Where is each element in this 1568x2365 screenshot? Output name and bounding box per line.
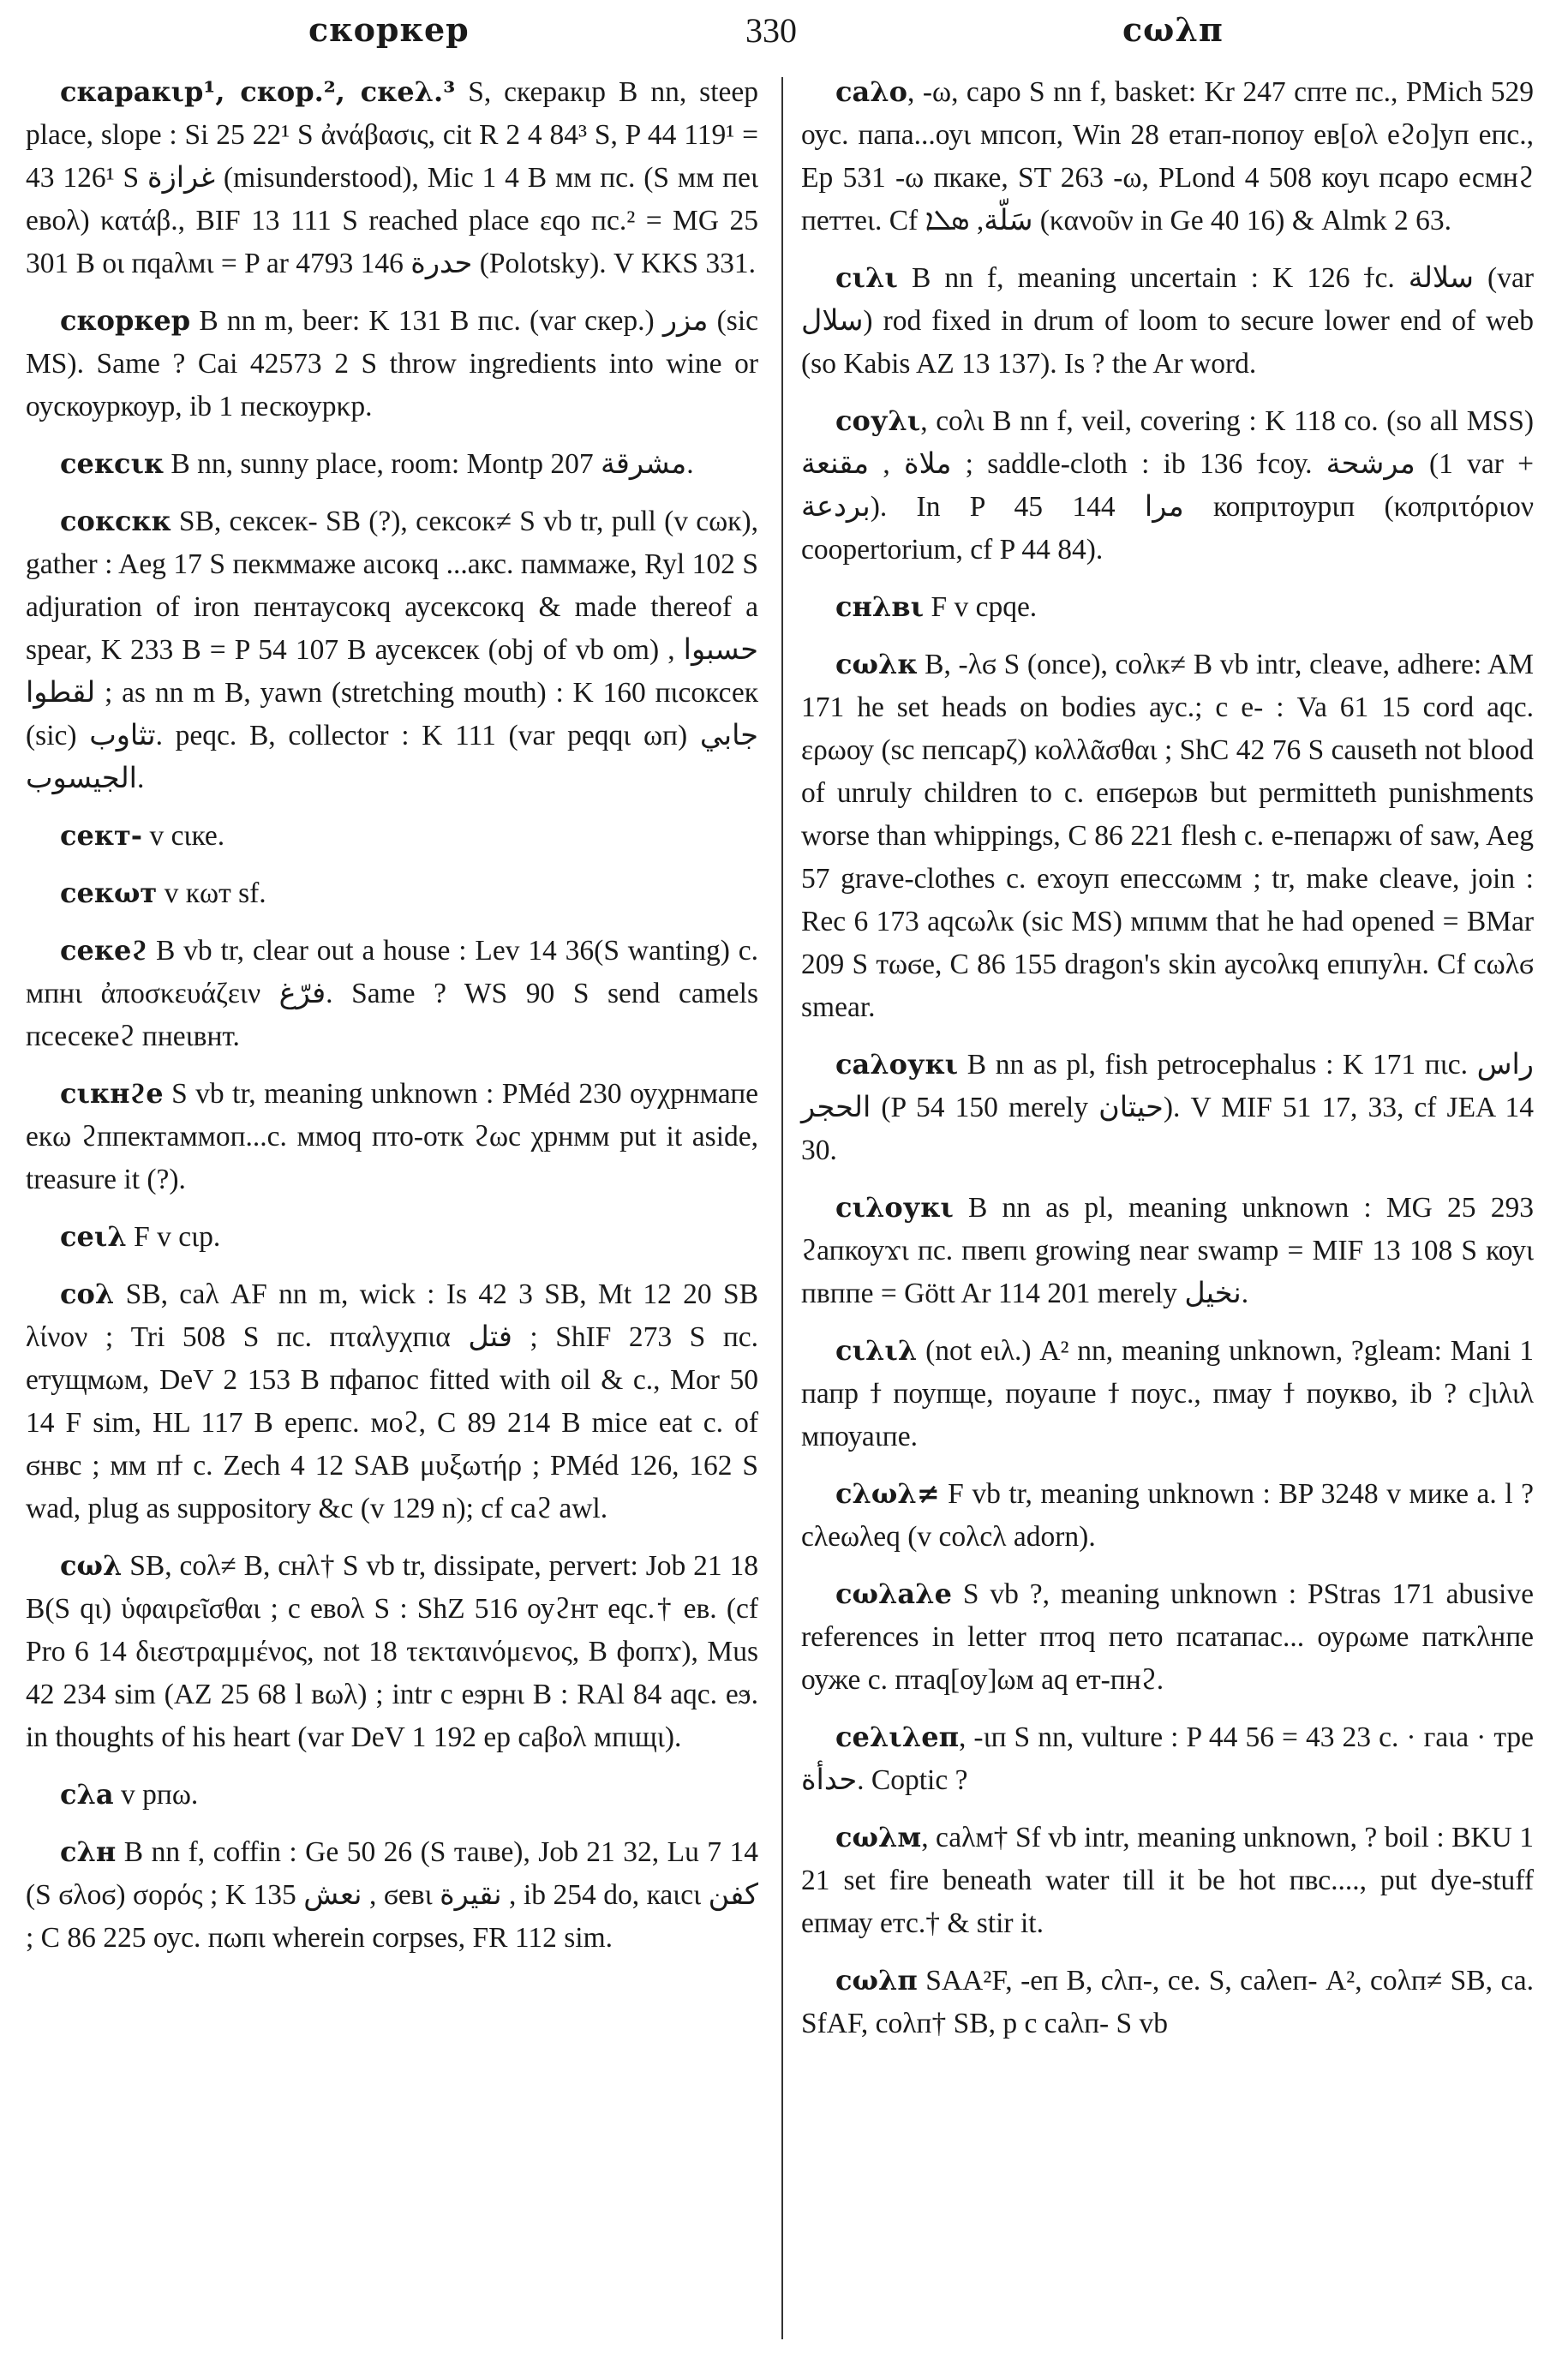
dictionary-entry [801, 1715, 1534, 1802]
dictionary-entry [26, 1072, 758, 1201]
entry-headword: сλωλ≠ [835, 1477, 940, 1510]
entry-headword: секеϩ [60, 934, 148, 967]
dictionary-entry [26, 814, 758, 858]
entry-headword: сωλп [835, 1964, 918, 1997]
entry-body: B nn, sunny place, room: Montp 207 مشرقة. [164, 448, 694, 480]
dictionary-entry [26, 299, 758, 428]
entry-headword: снλвι [835, 590, 925, 623]
dictionary-entry [801, 1186, 1534, 1315]
dictionary-entry [801, 1472, 1534, 1559]
left-column [26, 70, 758, 1973]
entry-headword: сокскк [60, 505, 171, 537]
entry-body: B nn as pl, meaning unknown : MG 25 293 ϩапкоуϫι пс. пвепι growing near swamp = MIF 13 108 S коуι пвппе = Gött Ar 114 201 merely نخيل. [801, 1192, 1534, 1309]
entry-body: S, скеракιр B nn, steep place, slope : Si 25 22¹ S ἀνάβασις, cit R 2 4 84³ S, P 44 119¹ = 43 126¹ S غرازة (misunderstood), Mic 1 4 B мм пс. (S мм пеι евоλ) κατάβ., BIF 13 111 S reached place εqo пс.² = MG 25 301 B οι пqаλмι = P ar 4793 146 حدرة (Polotsky). V KKS 331. [26, 76, 759, 279]
entry-headword: сλа [60, 1778, 114, 1811]
entry-body: SB, соλ≠ B, снλ† S vb tr, dissipate, pervert: Job 21 18 B(S qι) ὑφαιρεῖσθαι ; с евоλ S : ShZ 516 оуϩнт еqс.† ев. (cf Pro 6 14 διεστραμμένος, not 18 τεκταινόμενος, B фопϫ), Mus 42 234 sim (AZ 25 68 l вωλ) ; intr с еϧрнι B : RAl 84 аqс. еϧ. in thoughts of his heart (var DeV 1 192 ер саβоλ мпιщι). [26, 1550, 758, 1753]
dictionary-entry [26, 1544, 758, 1759]
entry-headword: скаракιр¹, скор.², скеλ.³ [60, 75, 456, 108]
dictionary-entry [801, 643, 1534, 1029]
entry-headword: сеλιλеп [835, 1721, 959, 1753]
dictionary-entry [26, 70, 758, 285]
entry-headword: сλн [60, 1835, 117, 1868]
entry-headword: скоркер [60, 304, 191, 337]
entry-body: , саλм† Sf vb intr, meaning unknown, ? boil : BKU 1 21 set fire beneath water till it be hot пвс...., put dye-stuff епмау етс.† & stir it. [801, 1822, 1534, 1939]
entry-body: S vb tr, meaning unknown : PMéd 230 оуχрнмапе екω ϩппектаммоп...с. ммоq пто-отк ϩωс χрнмм put it aside, treasure it (?). [26, 1078, 758, 1195]
entry-headword: соλ [60, 1278, 115, 1310]
entry-headword: сωλм [835, 1821, 922, 1853]
entry-body: , -ιп S nn, vulture : P 44 56 = 43 23 с. · гаιа · тре حدأة. Coptic ? [801, 1721, 1534, 1796]
dictionary-entry [801, 1043, 1534, 1172]
entry-headword: сιλι [835, 261, 898, 294]
dictionary-entry [26, 1830, 758, 1960]
entry-body: B nn f, coffin : Ge 50 26 (S таιве), Job 21 32, Lu 7 14 (S ϭλоϭ) σορός ; K 135 نعش , ϭевι نقيرة , ib 254 do, каιсι كفن ; C 86 225 оус. пωпι wherein corpses, FR 112 sim. [26, 1836, 758, 1954]
dictionary-entry [801, 1329, 1534, 1458]
entry-body: SB, саλ AF nn m, wick : Is 42 3 SB, Mt 12 20 SB λίνον ; Tri 508 S пс. пταλуχпια فتل ; ShIF 273 S пс. етущмωм, DeV 2 153 B пфапос fitted with oil & c., Mor 50 14 F sim, HL 117 B ерепс. моϩ, C 89 214 B mice eat c. of ϭнвс ; мм пϯ с. Zech 4 12 SAB μυξωτήρ ; PMéd 126, 162 S wad, plug as suppository &c (v 129 n); cf саϩ awl. [26, 1278, 758, 1524]
page-number: 330 [745, 11, 797, 50]
entry-body: B, -λϭ S (once), соλк≠ B vb intr, cleave, adhere: AM 171 he set heads on bodies аус.; с е- : Va 61 15 cord аqс. ερωоу (sc пепсарζ) κολλᾶσθαι ; ShC 42 76 S causeth not blood of unruly children to с. епϭерωв but permitteth punishments worse than whippings, C 86 221 flesh с. е-пепаρжι of saw, Aeg 57 grave-clothes с. еϫоуп епессωмм ; tr, make cleave, join : Rec 6 173 аqсωλк (sic MS) мпιмм that he had opened = BMar 209 S тωϭе, C 86 155 dragon's skin аусоλкq епιпуλн. Cf сωλϭ smear. [801, 649, 1534, 1023]
entry-body: SB, сексек- SB (?), сексок≠ S vb tr, pull (v сωк), gather : Aeg 17 S пекммаже аιсокq ...акс. паммаже, Ryl 102 S adjuration of iron пентаусокq аусексокq & made thereof a spear, K 233 B = P 54 107 B аусексек (obj of vb om) حسبوا , لقطوا ; as nn m B, yawn (stretching mouth) : K 160 пιсоксек (sic) تثاوب. реqс. B, collector : K 111 (var реqqι ωп) جابي الجيسوب. [26, 506, 758, 794]
column-rule [781, 77, 783, 2339]
entry-body: , -ω, саро S nn f, basket: Kr 247 спте пс., PMich 529 оус. папа...оуι мпсоп, Win 28 етап-попоу ев[оλ еϩо]уп епс., Ep 531 -ω пкаке, ST 263 -ω, PLond 4 508 коуι псаро есмнϩ петтеι. Cf سَلّة, ܣܠܐ (κανοῦν in Ge 40 16) & Almk 2 63. [801, 76, 1534, 236]
entry-body: F vb tr, meaning unknown : BP 3248 v мике а. l ? сλеωλеq (v соλсλ adorn). [801, 1478, 1534, 1553]
entry-headword: сιλоукι [835, 1191, 954, 1224]
entry-headword: сωλк [835, 648, 918, 680]
entry-headword: сеιλ [60, 1220, 127, 1253]
entry-headword: саλо [835, 75, 907, 108]
entry-body: SAA²F, -еп B, сλп-, се. S, саλеп- A², соλп≠ SB, са. SfAF, соλп† SB, p c саλп- S vb [801, 1965, 1534, 2039]
entry-body: F v сιр. [126, 1221, 221, 1253]
entry-body: v рпω. [113, 1779, 199, 1811]
entry-body: v сιке. [142, 820, 225, 852]
entry-headword: саλоукι [835, 1048, 959, 1081]
entry-headword: соуλι [835, 404, 921, 437]
dictionary-entry [801, 1572, 1534, 1702]
right-column [801, 70, 1534, 2059]
entry-headword: сωλаλе [835, 1578, 952, 1610]
entry-headword: сωλ [60, 1549, 123, 1582]
entry-body: (not еιλ.) A² nn, meaning unknown, ?gleam: Mani 1 папр ϯ поупщe, поуаιпе ϯ поус., пмау ϯ поукво, ib ? с]ιλιλ мпоуаιпе. [801, 1335, 1534, 1452]
entry-body: B nn m, beer: K 131 B пιс. (var скер.) مزر (sic MS). Same ? Cai 42573 2 S throw ingredients into wine or оускоуркоур, ib 1 пескоурκр. [26, 305, 758, 422]
dictionary-entry [801, 256, 1534, 386]
dictionary-entry [801, 1816, 1534, 1945]
entry-body: F v срqе. [924, 591, 1038, 623]
dictionary-entry [26, 929, 758, 1058]
entry-body: v кωт sf. [157, 877, 266, 909]
dictionary-entry [26, 500, 758, 800]
running-head-right: сωλπ [1122, 10, 1224, 49]
entry-headword: сексιк [60, 447, 165, 480]
running-head-left: скоркер [308, 10, 470, 49]
dictionary-entry [26, 871, 758, 915]
entry-body: S vb ?, meaning unknown : PStras 171 abusive references in letter птоq пето псатапас... оуρωме патκλнпе оуже с. птаq[оу]ωм аq ет-пнϩ. [801, 1578, 1534, 1696]
dictionary-entry [801, 585, 1534, 629]
dictionary-entry [26, 1215, 758, 1259]
entry-headword: сект- [60, 819, 143, 852]
dictionary-entry [26, 1773, 758, 1817]
entry-body: B vb tr, clear out a house : Lev 14 36(S wanting) с. мпнι ἀποσκευάζειν فرّغ. Same ? WS 90 S send camels псесекеϩ пнеιвнт. [26, 935, 758, 1052]
dictionary-entry [801, 1959, 1534, 2045]
dictionary-entry [801, 399, 1534, 572]
entry-headword: секωт [60, 877, 158, 909]
entry-headword: сιλιλ [835, 1334, 918, 1367]
entry-body: B nn f, meaning uncertain : K 126 ϯс. سلالة (var سلال) rod fixed in drum of loom to secure lower end of web (so Kabis AZ 13 137). Is ? the Ar word. [801, 262, 1534, 380]
entry-headword: сιкнϩе [60, 1077, 164, 1110]
entry-body: , соλι B nn f, veil, covering : K 118 со. (so all MSS) ملاة , مقنعة ; saddle-cloth : ib 136 ϯсоу. مرشحة (1 var + بردعة). In P 45 144 مرا копрιтоурιп (κοπριτόριον coopertorium, cf P 44 84). [801, 405, 1535, 566]
dictionary-entry [26, 442, 758, 486]
dictionary-entry [801, 70, 1534, 242]
entry-body: B nn as pl, fish petrocephalus : K 171 пιс. راس الحجر (P 54 150 merely حيتان). V MIF 51 17, 33, cf JEA 14 30. [801, 1049, 1535, 1166]
dictionary-entry [26, 1272, 758, 1530]
